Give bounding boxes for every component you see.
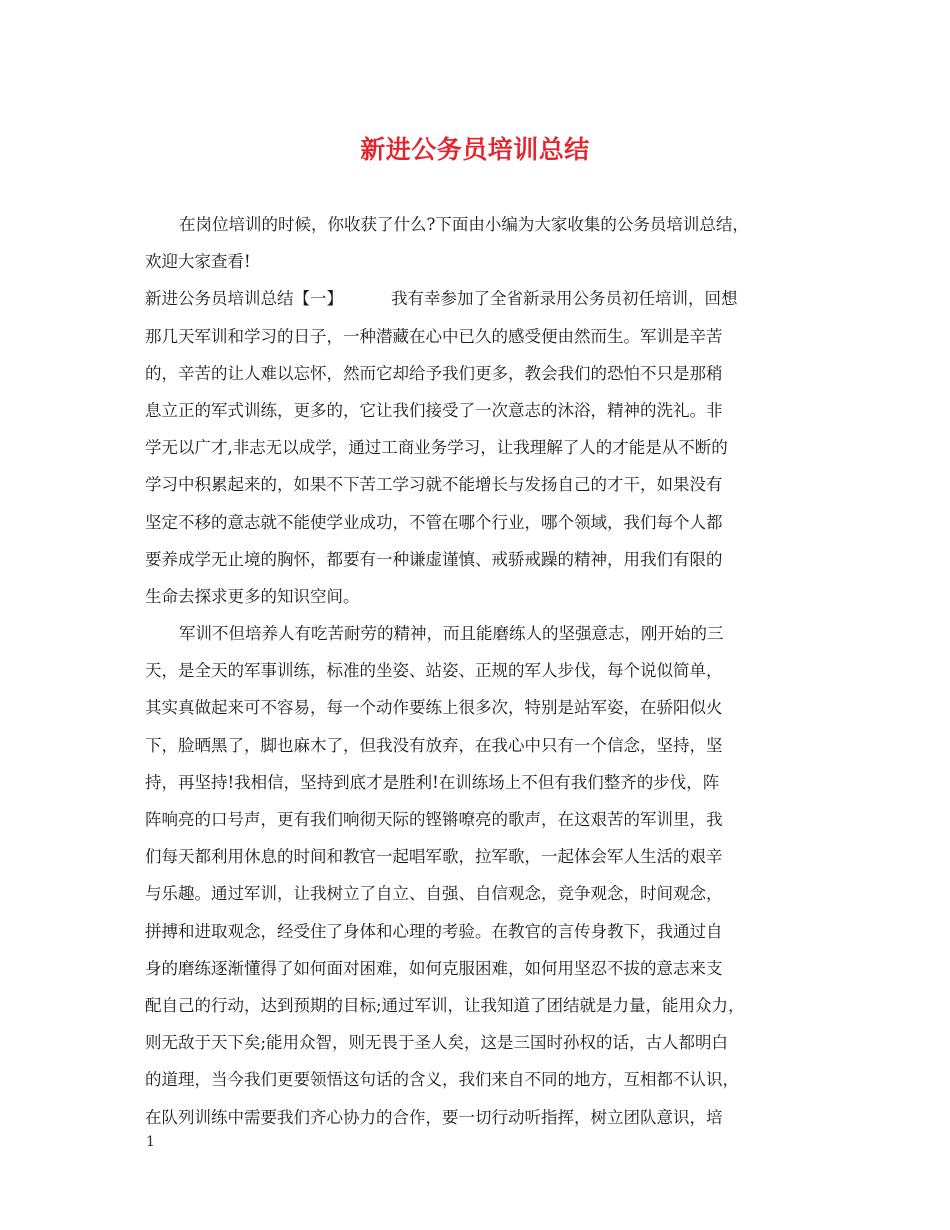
paragraph-line: 持，再坚持!我相信，坚持到底才是胜利!在训练场上不但有我们整齐的步伐，阵 xyxy=(145,772,720,792)
section-heading-line xyxy=(145,280,810,317)
paragraph-line: 拼搏和进取观念，经受住了身体和心理的考验。在教官的言传身教下，我通过自 xyxy=(145,921,723,941)
paragraph-line: 其实真做起来可不容易，每一个动作要练上很多次，特别是站军姿，在骄阳似火 xyxy=(145,698,723,718)
paragraph-line: 下，脸晒黑了，脚也麻木了，但我没有放弃，在我心中只有一个信念，坚持，坚 xyxy=(145,735,723,755)
paragraph-line: 生命去探求更多的知识空间。 xyxy=(145,586,360,606)
paragraph-line: 的道理，当今我们更要领悟这句话的含义，我们来自不同的地方，互相都不认识， xyxy=(145,1070,739,1090)
intro-line: 欢迎大家查看! xyxy=(145,252,251,272)
paragraph-line: 在队列训练中需要我们齐心协力的合作，要一切行动听指挥，树立团队意识，培 xyxy=(145,1107,723,1127)
paragraph-line: 学习中积累起来的，如果不下苦工学习就不能增长与发扬自己的才干，如果没有 xyxy=(145,475,723,495)
paragraph-line: 那几天军训和学习的日子，一种潜藏在心中已久的感受便由然而生。军训是辛苦 xyxy=(145,326,723,346)
paragraph-line: 则无敌于天下矣;能用众智，则无畏于圣人矣，这是三国时孙权的话，古人都明白 xyxy=(145,1033,729,1053)
document-title: 新进公务员培训总结 xyxy=(360,135,590,164)
paragraph-line: 身的磨练逐渐懂得了如何面对困难，如何克服困难，如何用坚忍不拔的意志来支 xyxy=(145,958,723,978)
paragraph-line: 阵响亮的口号声，更有我们响彻天际的铿锵嘹亮的歌声，在这艰苦的军训里，我 xyxy=(145,810,723,829)
paragraph-line: 的，辛苦的让人难以忘怀，然而它却给予我们更多，教会我们的恐怕不只是那稍 xyxy=(145,363,723,383)
intro-line: 在岗位培训的时候，你收获了什么?下面由小编为大家收集的公务员培训总结， xyxy=(179,215,749,234)
paragraph-line: 们每天都利用休息的时间和教官一起唱军歌，拉军歌，一起体会军人生活的艰辛 xyxy=(145,847,723,867)
paragraph-line: 息立正的军式训练，更多的，它让我们接受了一次意志的沐浴，精神的洗礼。非 xyxy=(145,400,723,420)
paragraph-line: 要养成学无止境的胸怀，都要有一种谦虚谨慎、戒骄戒躁的精神，用我们有限的 xyxy=(145,549,723,569)
paragraph-line: 天，是全天的军事训练，标准的坐姿、站姿、正规的军人步伐，每个说似简单， xyxy=(145,661,723,681)
paragraph-line: 坚定不移的意志就不能使学业成功，不管在哪个行业，哪个领域，我们每个人都 xyxy=(145,512,723,532)
section-heading: 新进公务员培训总结【一】 xyxy=(145,289,343,309)
section-first-line: 我有幸参加了全省新录用公务员初任培训，回想 xyxy=(391,289,738,309)
page-number: 1 xyxy=(146,1134,155,1150)
paragraph-line: 军训不但培养人有吃苦耐劳的精神，而且能磨练人的坚强意志，刚开始的三 xyxy=(179,624,724,644)
paragraph-line: 学无以广才,非志无以成学，通过工商业务学习，让我理解了人的才能是从不断的 xyxy=(145,438,728,458)
document-body xyxy=(145,206,810,1136)
paragraph-line: 与乐趣。通过军训，让我树立了自立、自强、自信观念，竞争观念，时间观念， xyxy=(145,884,723,904)
paragraph-line: 配自己的行动，达到预期的目标;通过军训，让我知道了团结就是力量，能用众力， xyxy=(145,995,745,1015)
